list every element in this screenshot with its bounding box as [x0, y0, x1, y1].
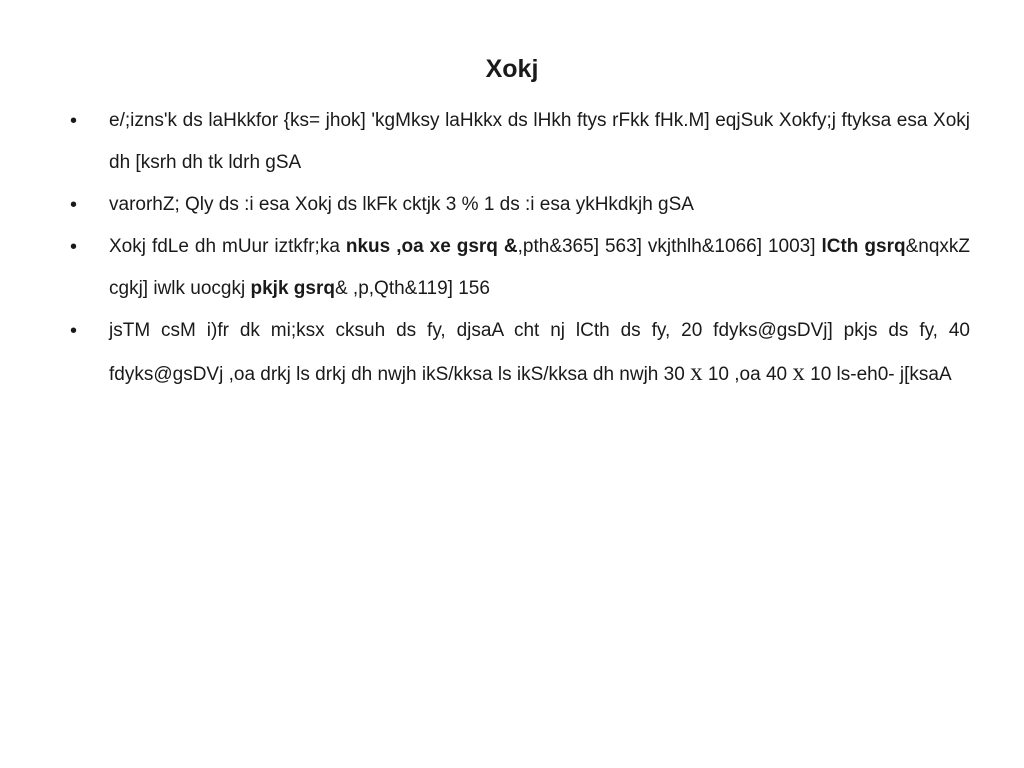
bullet-text: & ,p,Qth&119] 156	[334, 278, 490, 299]
bullet-dot-icon: •	[70, 110, 78, 132]
bullet-dot-icon: •	[70, 320, 78, 342]
bullet-text: e/;izns'k ds laHkkfor {ks= jhok] 'kgMksy laHkkx ds lHkh ftys rFkk fHk.M] eqjSuk Xokfy;j ftyksa esa Xokj dh [ksrh dh tk ldrh gSA	[109, 110, 970, 173]
bullet-text: 10 ls-eh0- j[ksaA	[804, 364, 952, 385]
times-symbol: x	[792, 359, 805, 386]
bullet-text: jsTM csM i)fr dk mi;ksx cksuh ds fy, djsaA cht nj lCth ds fy, 20 fdyks@gsDVj] pkjs ds fy, 40 fdyks@gsDVj ,oa drkj ls drkj dh nwjh ikS/kksa ls ikS/kksa dh nwjh 30	[109, 320, 970, 385]
bullet-item	[70, 100, 970, 184]
bullet-text: ,pth&365] 563] vkjthlh&1066] 1003]	[517, 236, 822, 257]
bullet-dot-icon: •	[70, 236, 78, 258]
bullet-item	[70, 184, 970, 226]
bullet-text: Xokj fdLe dh mUur iztkfr;ka	[109, 236, 346, 257]
bullet-text-bold: lCth gsrq	[821, 236, 906, 257]
bullet-list	[70, 100, 970, 396]
bullet-text: 10 ,oa 40	[702, 364, 793, 385]
bullet-dot-icon: •	[70, 194, 78, 216]
times-symbol: x	[690, 359, 703, 386]
slide-title: Xokj	[485, 55, 539, 83]
bullet-text: varorhZ; Qly ds :i esa Xokj ds lkFk cktjk 3 % 1 ds :i esa ykHkdkjh gSA	[109, 194, 694, 215]
bullet-text-bold: pkjk gsrq	[250, 278, 335, 299]
bullet-item	[70, 310, 970, 396]
bullet-text: &nqxkZ cgkj] iwlk uocgkj	[109, 236, 970, 299]
bullet-item	[70, 226, 970, 310]
bullet-text-bold: nkus ,oa xe gsrq &	[345, 236, 518, 257]
